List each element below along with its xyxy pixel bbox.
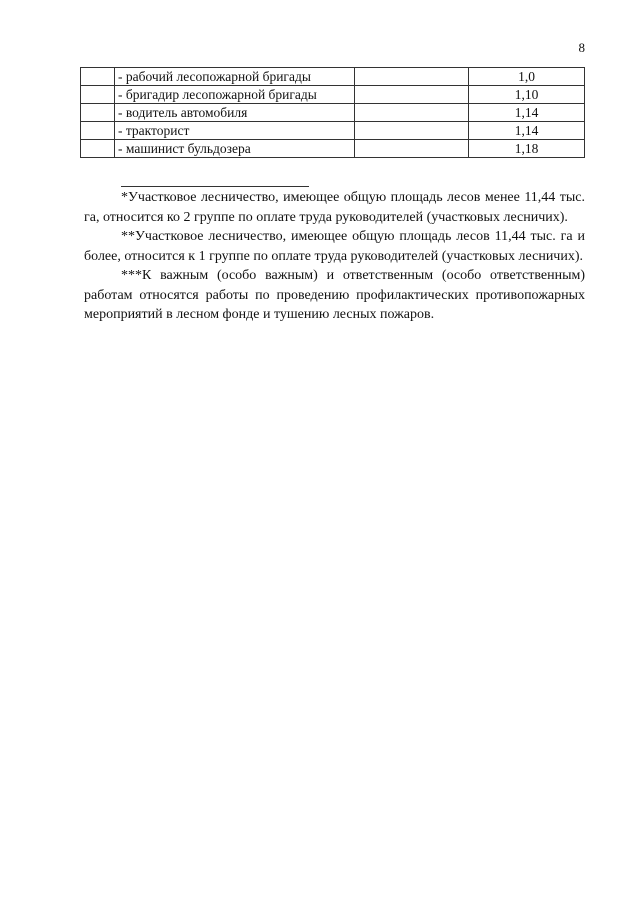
table-cell-coefficient: 1,14 <box>469 104 585 122</box>
table-row <box>81 86 585 104</box>
table-cell-empty <box>355 122 469 140</box>
footnote-1: *Участковое лесничество, имеющее общую площадь лесов менее 11,44 тыс. га, относится ко 2 группе по оплате труда руководителей (участковых лесничих). <box>84 190 585 225</box>
footnote-separator <box>121 186 309 187</box>
table-cell-position: - тракторист <box>115 122 355 140</box>
table-row <box>81 68 585 86</box>
table-cell-coefficient: 1,10 <box>469 86 585 104</box>
table-cell-position: - рабочий лесопожарной бригады <box>115 68 355 86</box>
table-cell-empty <box>81 140 115 158</box>
table-cell-empty <box>355 68 469 86</box>
footnotes <box>84 188 585 325</box>
table-cell-empty <box>81 122 115 140</box>
table-cell-empty <box>355 104 469 122</box>
footnote-3: ***К важным (особо важным) и ответственным (особо ответственным) работам относятся работы по проведению профилактических противопожарных мероприятий в лесном фонде и тушению лесных пожаров. <box>84 268 585 322</box>
table-cell-position: - бригадир лесопожарной бригады <box>115 86 355 104</box>
table-row <box>81 140 585 158</box>
footnote-2: **Участковое лесничество, имеющее общую площадь лесов 11,44 тыс. га и более, относится к 1 группе по оплате труда руководителей (участковых лесничих). <box>84 229 585 264</box>
rates-table <box>80 67 585 158</box>
table-row <box>81 122 585 140</box>
table-row <box>81 104 585 122</box>
page-number: 8 <box>578 40 585 55</box>
table-cell-position: - водитель автомобиля <box>115 104 355 122</box>
table-cell-coefficient: 1,14 <box>469 122 585 140</box>
table-cell-position: - машинист бульдозера <box>115 140 355 158</box>
table-cell-empty <box>81 104 115 122</box>
table-cell-empty <box>355 140 469 158</box>
table-cell-coefficient: 1,0 <box>469 68 585 86</box>
table-cell-empty <box>81 86 115 104</box>
table-cell-empty <box>81 68 115 86</box>
table-cell-empty <box>355 86 469 104</box>
table-cell-coefficient: 1,18 <box>469 140 585 158</box>
